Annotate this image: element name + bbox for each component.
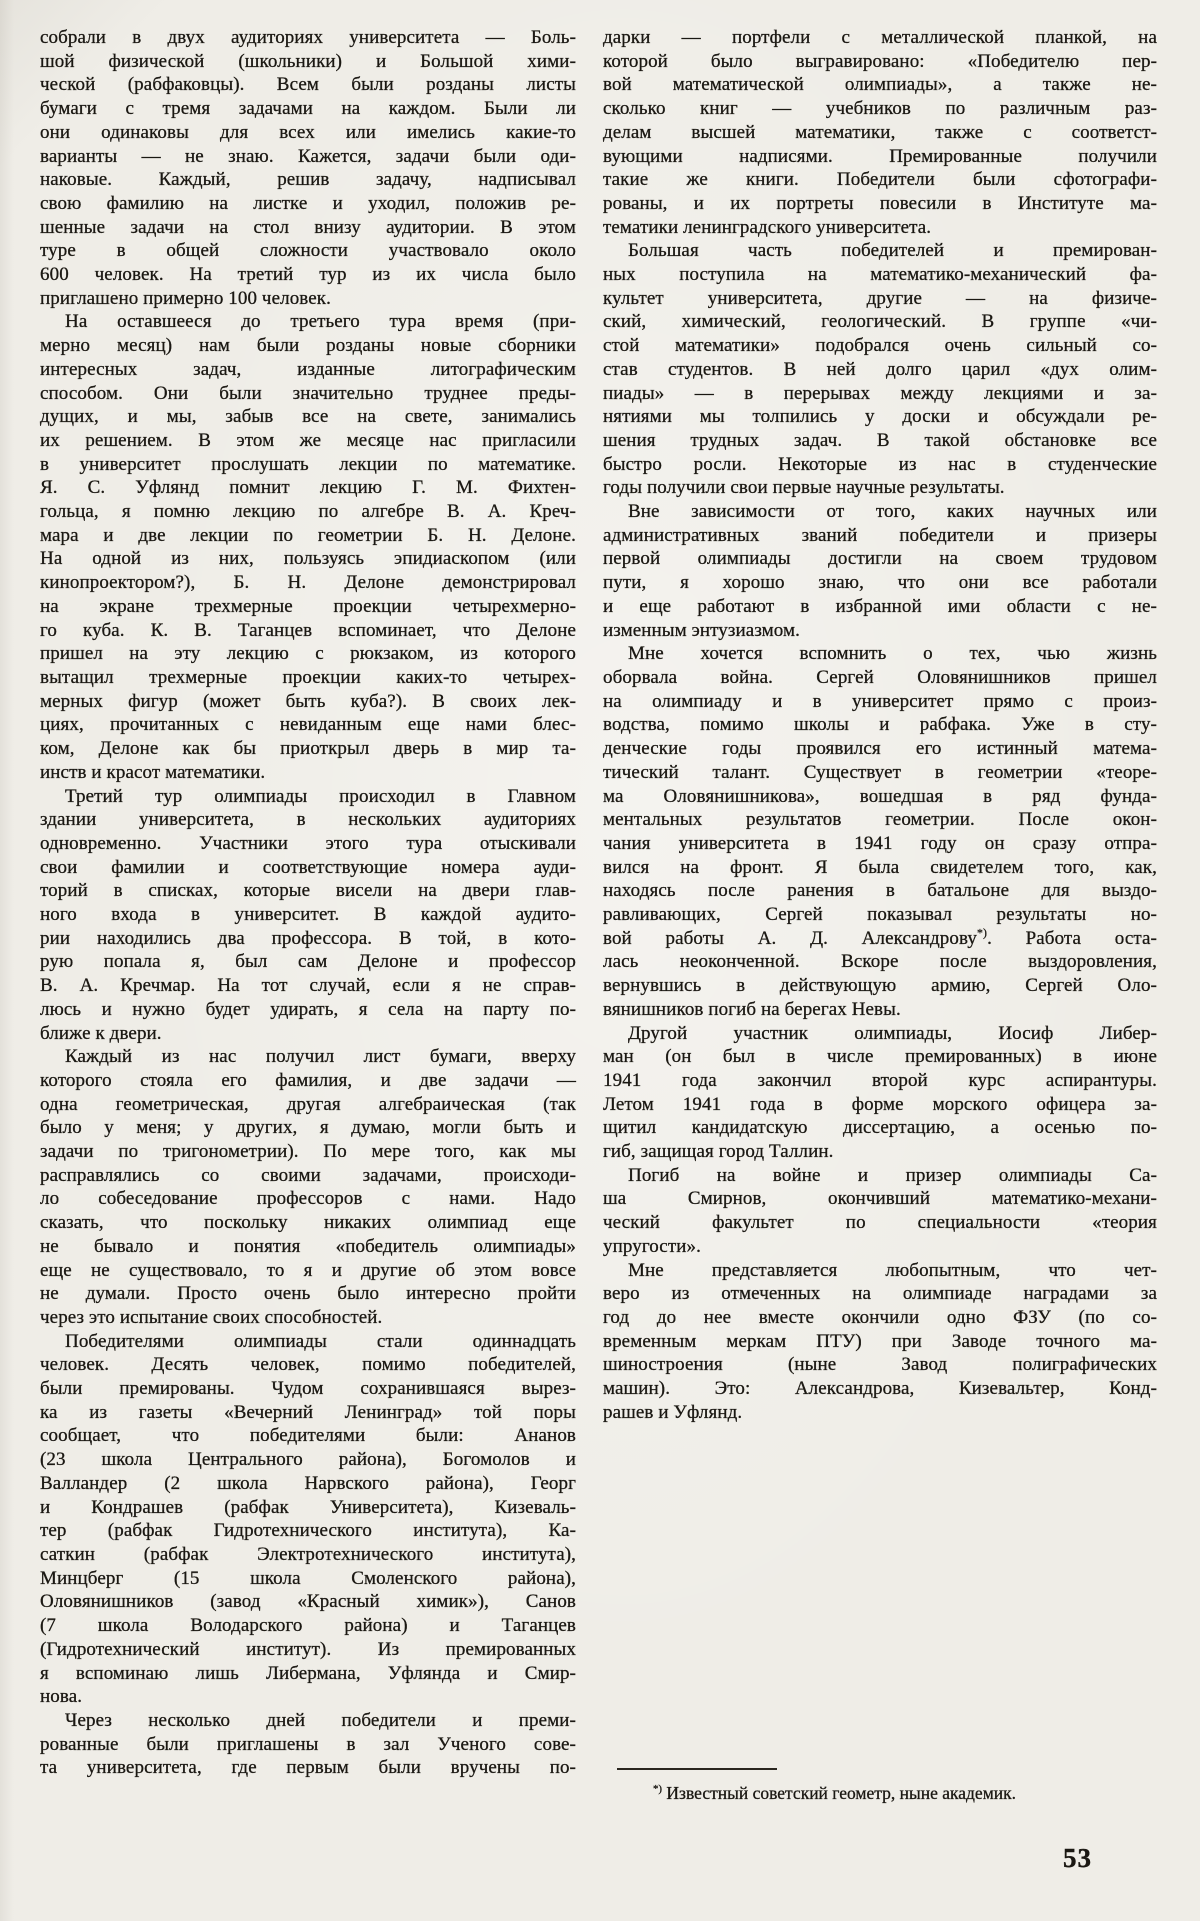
- text-line: лась неоконченной. Вскоре после выздоровления,: [603, 951, 1157, 973]
- text-line: интересных задач, изданные литографическим: [40, 358, 576, 380]
- text-line: и Кондрашев (рабфак Университета), Кизеваль-: [40, 1496, 576, 1518]
- text-line: не бывало и понятия «победитель олимпиады»: [40, 1235, 576, 1257]
- text-line: на экране трехмерные проекции четырехмерно-: [40, 595, 576, 617]
- text-line: ческой (рабфаковцы). Всем были розданы листы: [40, 74, 576, 96]
- text-line: способом. Они были значительно труднее преды-: [40, 382, 576, 404]
- text-line: здании университета, в нескольких аудиториях: [40, 809, 576, 831]
- text-line: тический талант. Существует в геометрии «теоре-: [603, 761, 1157, 783]
- text-line: такие же книги. Победители были сфотографи-: [603, 169, 1157, 191]
- text-line: сказать, что поскольку никаких олимпиад еще: [40, 1212, 576, 1234]
- text-line: задачи по тригонометрии). По мере того, как мы: [40, 1141, 576, 1163]
- text-line: годы получили свои первые научные результаты.: [603, 477, 1005, 499]
- text-line: нятиями мы толпились у доски и обсуждали ре-: [603, 406, 1157, 428]
- text-line: находясь после ранения в батальоне для выздо-: [603, 880, 1157, 902]
- text-line: инств и красот математики.: [40, 761, 266, 783]
- text-line: не думали. Просто очень было интересно пройти: [40, 1283, 576, 1305]
- text-line: собрали в двух аудиториях университета — Боль-: [40, 27, 576, 48]
- text-line: первой олимпиады достигли на своем трудовом: [603, 548, 1157, 570]
- text-line: Победителями олимпиады стали одиннадцать: [65, 1330, 576, 1352]
- text-line: саткин (рабфак Электротехнического института),: [40, 1544, 576, 1565]
- text-line: В. А. Кречмар. На тот случай, если я не справ-: [40, 975, 576, 997]
- text-line: дущих, и мы, забыв все на свете, занимались: [40, 406, 576, 428]
- text-line: рашев и Уфлянд.: [603, 1401, 743, 1423]
- text-line: мерных фигур (может быть куба?). В своих лек-: [40, 690, 576, 712]
- text-line: культет университета, другие — на физиче-: [603, 287, 1157, 309]
- text-line: год до нее вместе окончили одно ФЗУ (по со-: [603, 1306, 1157, 1328]
- text-column-right: [603, 26, 1157, 1424]
- text-line: рованы, и их портреты повесили в Институте ма-: [603, 192, 1157, 214]
- text-line: делам высшей математики, также с соответст-: [603, 121, 1157, 143]
- text-line: водства, помимо школы и рабфака. Уже в сту-: [603, 714, 1157, 736]
- text-line: их решением. В этом же месяце нас пригласили: [40, 429, 576, 451]
- text-line: административных званий победители и призеры: [603, 524, 1157, 546]
- text-line: ский, химический, геологический. В группе «чи-: [603, 311, 1157, 333]
- footnote-divider: [617, 1768, 777, 1770]
- text-line: приглашено примерно 100 человек.: [40, 287, 331, 309]
- text-line: Через несколько дней победители и преми-: [65, 1709, 576, 1731]
- text-line: в университет прослушать лекции по математике.: [40, 453, 576, 475]
- text-line: вился на фронт. Я была свидетелем того, как,: [603, 856, 1157, 878]
- text-line: го куба. К. В. Таганцев вспоминает, что Делоне: [40, 619, 576, 641]
- text-line: стой математики» подобрался очень сильный со-: [603, 335, 1157, 357]
- text-line: Третий тур олимпиады происходил в Главном: [65, 785, 576, 807]
- text-line: мара и две лекции по геометрии Б. Н. Делоне.: [40, 524, 576, 546]
- text-line: вующими надписями. Премированные получили: [603, 145, 1157, 167]
- text-line: денческие годы проявился его истинный матема-: [603, 738, 1157, 760]
- text-line: нова.: [40, 1686, 83, 1708]
- text-line: расправлялись со своими задачами, происходи-: [40, 1164, 576, 1186]
- text-line: 600 человек. На третий тур из их числа было: [40, 264, 576, 286]
- text-line: ман (он был в числе премированных) в июне: [603, 1046, 1157, 1068]
- text-line: На одной из них, пользуясь эпидиаскопом (или: [40, 548, 576, 570]
- text-line: свои фамилии и соответствующие номера ауди-: [40, 856, 576, 878]
- text-line: гольца, я помню лекцию по алгебре В. А. Креч-: [40, 501, 576, 523]
- text-line: туре в общей сложности участвовало около: [40, 240, 576, 262]
- text-line: вытащил трехмерные проекции каких-то четырех-: [40, 666, 576, 688]
- text-line: ного входа в университет. В каждой аудито-: [40, 904, 576, 926]
- text-line: 1941 года закончил второй курс аспирантуры.: [603, 1069, 1157, 1091]
- text-column-left: [40, 26, 576, 1780]
- text-line: шиностроения (ныне Завод полиграфических: [603, 1354, 1157, 1376]
- text-line: равливающих, Сергей показывал результаты но-: [603, 904, 1157, 926]
- footnote-text: *) Известный советский геометр, ныне академик.: [653, 1783, 1017, 1803]
- text-line: свою фамилию на листке и уходил, положив ре-: [40, 192, 576, 214]
- text-line: (7 школа Володарского района) и Таганцев: [40, 1615, 576, 1637]
- text-line: через это испытание своих способностей.: [40, 1306, 383, 1328]
- text-line: Я. С. Уфлянд помнит лекцию Г. М. Фихтен-: [40, 477, 576, 499]
- text-line: было у меня; у других, я думаю, могли быть и: [40, 1117, 576, 1139]
- text-line: шенные задачи на стол внизу аудитории. В этом: [40, 216, 576, 238]
- text-line: временным меркам ПТУ) при Заводе точного ма-: [603, 1330, 1157, 1352]
- text-line: Мне представляется любопытным, что чет-: [628, 1259, 1157, 1281]
- text-line: вой работы А. Д. Александрову*). Работа оста-: [603, 926, 1157, 949]
- text-line: на олимпиаду и в университет прямо с произ-: [603, 690, 1157, 712]
- text-line: бумаги с тремя задачами на каждом. Были ли: [40, 98, 576, 120]
- text-line: вянишников погиб на берегах Невы.: [603, 998, 901, 1020]
- text-line: ментальных результатов геометрии. После окон-: [603, 809, 1157, 831]
- text-line: ка из газеты «Вечерний Ленинград» той поры: [40, 1401, 576, 1423]
- text-line: Другой участник олимпиады, Иосиф Либер-: [628, 1022, 1157, 1044]
- text-line: мерно месяц) нам были розданы новые сборники: [40, 335, 576, 357]
- text-line: (Гидротехнический институт). Из премированных: [40, 1638, 576, 1660]
- page-number: 53: [1063, 1843, 1092, 1873]
- text-line: тематики ленинградского университета.: [603, 216, 932, 238]
- text-line: изменным энтузиазмом.: [603, 619, 800, 641]
- text-line: На оставшееся до третьего тура время (при-: [65, 311, 576, 333]
- text-line: они одинаковы для всех или имелись какие-то: [40, 121, 576, 143]
- text-line: которого стояла его фамилия, и две задачи —: [40, 1069, 576, 1091]
- text-line: шения трудных задач. В такой обстановке все: [603, 429, 1157, 451]
- text-line: Большая часть победителей и премирован-: [628, 240, 1157, 262]
- text-line: Вне зависимости от того, каких научных или: [628, 501, 1157, 523]
- text-line: ма Оловянишникова», вошедшая в ряд фунда-: [603, 785, 1157, 807]
- text-line: тер (рабфак Гидротехнического института), Ка-: [40, 1520, 576, 1542]
- text-line: Погиб на войне и призер олимпиады Са-: [628, 1164, 1157, 1186]
- text-line: гиб, защищая город Таллин.: [603, 1141, 834, 1163]
- text-line: ло собеседование профессоров с нами. Надо: [40, 1188, 576, 1210]
- text-line: шой физической (школьники) и Большой хими-: [40, 50, 576, 72]
- text-line: ческий факультет по специальности «теория: [603, 1212, 1157, 1234]
- text-line: машин). Это: Александрова, Кизевальтер, Конд-: [603, 1378, 1157, 1400]
- text-line: человек. Десять человек, помимо победителей,: [40, 1354, 576, 1376]
- text-line: ком, Делоне как бы приоткрыл дверь в мир та-: [40, 738, 576, 760]
- text-line: та университета, где первым были вручены по-: [40, 1757, 576, 1779]
- text-line: став студентов. В ней долго царил «дух олим-: [603, 358, 1157, 380]
- text-line: ных поступила на математико-механический фа-: [603, 264, 1157, 286]
- text-line: (23 школа Центрального района), Богомолов и: [40, 1449, 576, 1471]
- text-line: чания университета в 1941 году он сразу отпра-: [603, 832, 1157, 854]
- text-line: Минцберг (15 школа Смоленского района),: [40, 1567, 576, 1589]
- text-line: люсь и нужно будет удирать, я села на парту по-: [40, 998, 576, 1020]
- text-line: пришел на эту лекцию с рюкзаком, из которого: [40, 643, 576, 665]
- text-line: рую попала я, был сам Делоне и профессор: [40, 951, 576, 973]
- text-line: кинопроектором?), Б. Н. Делоне демонстрировал: [40, 572, 576, 594]
- text-line: которой было выгравировано: «Победителю пер-: [603, 50, 1157, 72]
- text-line: наковые. Каждый, решив задачу, надписывал: [40, 169, 576, 191]
- text-line: я вспоминаю лишь Либермана, Уфлянда и Смир-: [40, 1662, 576, 1684]
- text-line: вернувшись в действующую армию, Сергей Оло-: [603, 975, 1157, 997]
- text-line: одновременно. Участники этого тура отыскивали: [40, 832, 576, 854]
- text-line: веро из отмеченных на олимпиаде наградами за: [603, 1283, 1157, 1305]
- text-line: вой математической олимпиады», а также не-: [603, 74, 1157, 96]
- text-line: щитил кандидатскую диссертацию, а осенью по-: [603, 1117, 1157, 1139]
- text-line: Валландер (2 школа Нарвского района), Георг: [40, 1472, 576, 1494]
- text-line: одна геометрическая, другая алгебраическая (так: [40, 1093, 576, 1115]
- text-line: сообщает, что победителями были: Ананов: [40, 1425, 576, 1447]
- footnote-marker: *): [977, 926, 988, 940]
- text-line: еще не существовало, то я и другие об этом вовсе: [40, 1259, 576, 1281]
- text-line: были премированы. Чудом сохранившаяся вырез-: [40, 1378, 576, 1400]
- text-line: оборвала война. Сергей Оловянишников пришел: [603, 666, 1157, 688]
- text-line: циях, прочитанных с невиданным еще нами блес-: [40, 714, 576, 736]
- text-line: Мне хочется вспомнить о тех, чью жизнь: [628, 643, 1157, 665]
- text-line: Оловянишников (завод «Красный химик»), Санов: [40, 1591, 576, 1613]
- text-line: дарки — портфели с металлической планкой, на: [603, 27, 1157, 48]
- text-line: пиады» — в перерывах между лекциями и за-: [603, 382, 1157, 404]
- text-line: сколько книг — учебников по различным раз-: [603, 98, 1157, 120]
- text-line: ша Смирнов, окончивший математико-механи-: [603, 1188, 1157, 1210]
- text-line: и еще работают в избранной ими области с не-: [603, 595, 1157, 617]
- footnote-marker: *): [653, 1783, 663, 1796]
- text-line: Каждый из нас получил лист бумаги, вверху: [65, 1046, 576, 1068]
- text-line: быстро росли. Некоторые из нас в студенческие: [603, 453, 1157, 475]
- text-line: рии находились два профессора. В той, в кото-: [40, 927, 576, 949]
- text-line: пути, я хорошо знаю, что они все работали: [603, 572, 1157, 594]
- text-line: варианты — не знаю. Кажется, задачи были оди-: [40, 145, 576, 167]
- text-line: торий в списках, которые висели на двери глав-: [40, 880, 576, 902]
- text-line: Летом 1941 года в форме морского офицера за-: [603, 1093, 1157, 1115]
- text-line: рованные были приглашены в зал Ученого сове-: [40, 1733, 576, 1755]
- text-line: ближе к двери.: [40, 1022, 162, 1044]
- footnote: [603, 1768, 1157, 1804]
- text-line: упругости».: [603, 1235, 701, 1257]
